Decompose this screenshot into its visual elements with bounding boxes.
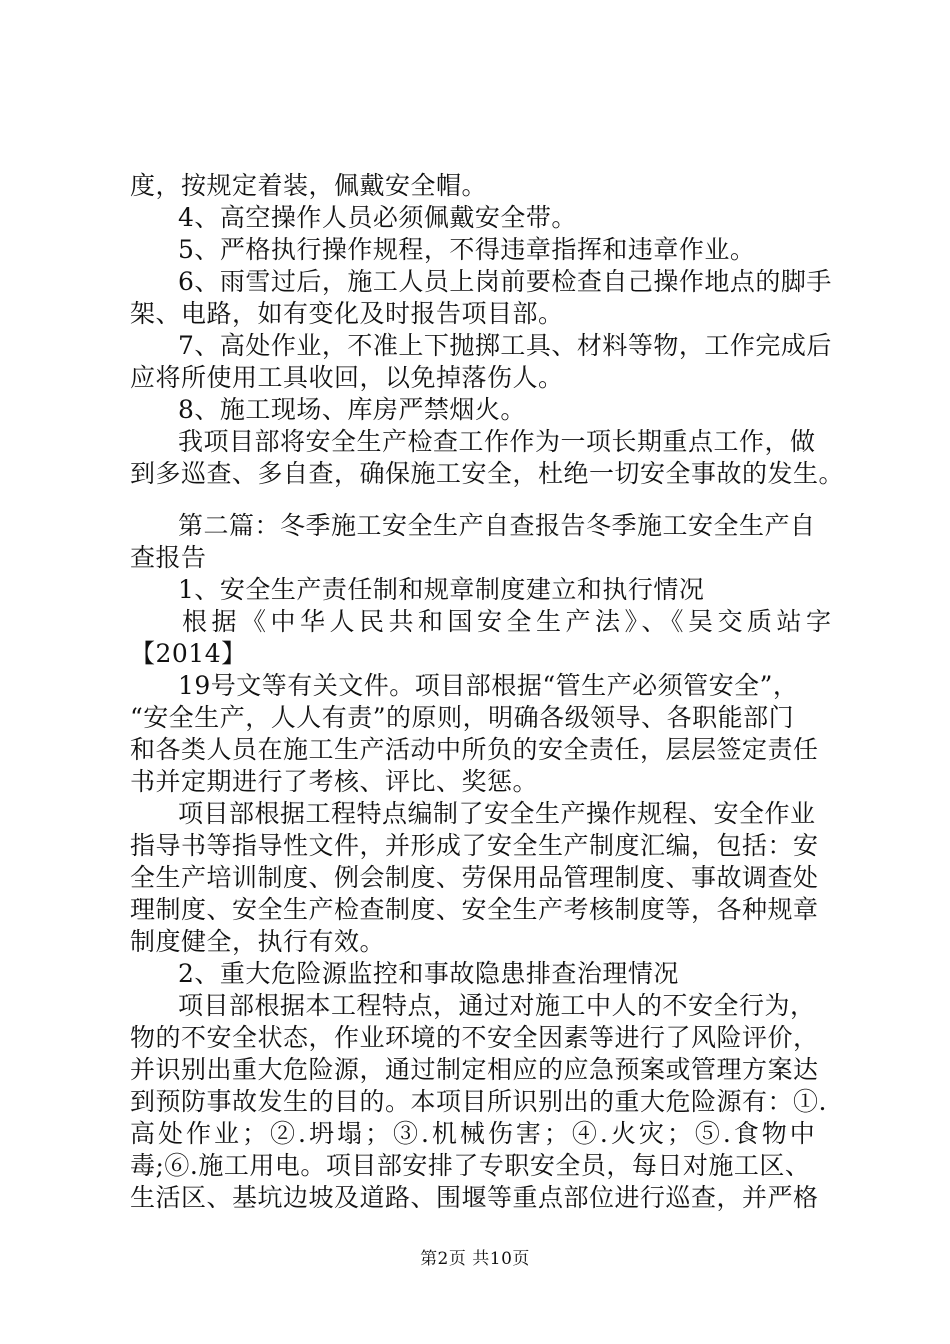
text-line: 1、安全生产责任制和规章制度建立和执行情况 [178, 575, 705, 604]
text-line: 和各类人员在施工生产活动中所负的安全责任，层层签定责任 [130, 735, 819, 764]
text-line: 4、高空操作人员必须佩戴安全带。 [178, 203, 577, 232]
text-line: 指导书等指导性文件，并形成了安全生产制度汇编，包括：安 [130, 831, 819, 860]
text-line: 我项目部将安全生产检查工作作为一项长期重点工作，做 [178, 427, 816, 456]
text-line: 全生产培训制度、例会制度、劳保用品管理制度、事故调查处 [130, 863, 819, 892]
text-line: 理制度、安全生产检查制度、安全生产考核制度等，各种规章 [130, 895, 819, 924]
page-number-footer: 第2页 共10页 [420, 1249, 530, 1269]
document-body [130, 170, 845, 1214]
section-heading: 查报告 [130, 543, 207, 572]
text-line: 应将所使用工具收回，以免掉落伤人。 [130, 363, 564, 392]
text-line: 项目部根据工程特点编制了安全生产操作规程、安全作业 [178, 799, 816, 828]
text-line: “安全生产，人人有责”的原则，明确各级领导、各职能部门 [130, 703, 795, 732]
text-line: 度，按规定着装，佩戴安全帽。 [130, 171, 488, 200]
text-line: 5、严格执行操作规程，不得违章指挥和违章作业。 [178, 235, 756, 264]
text-line: 毒;⑥.施工用电。项目部安排了专职安全员，每日对施工区、 [130, 1151, 811, 1180]
text-line: 制度健全，执行有效。 [130, 927, 386, 956]
text-line: 并识别出重大危险源，通过制定相应的应急预案或管理方案达 [130, 1055, 819, 1084]
text-line: 生活区、基坑边坡及道路、围堰等重点部位进行巡查，并严格 [130, 1183, 819, 1212]
text-line: 到多巡查、多自查，确保施工安全，杜绝一切安全事故的发生。 [130, 459, 845, 488]
text-line: 到预防事故发生的目的。本项目所识别出的重大危险源有：①. [130, 1087, 827, 1116]
text-line: 物的不安全状态，作业环境的不安全因素等进行了风险评价， [130, 1023, 819, 1052]
text-line: 【2014】 [130, 639, 247, 668]
section-heading: 第二篇：冬季施工安全生产自查报告冬季施工安全生产自 [178, 511, 816, 540]
text-line: 书并定期进行了考核、评比、奖惩。 [130, 767, 539, 796]
text-line: 架、电路，如有变化及时报告项目部。 [130, 299, 564, 328]
text-line: 项目部根据本工程特点，通过对施工中人的不安全行为， [178, 991, 816, 1020]
text-line: 8、施工现场、库房严禁烟火。 [178, 395, 526, 424]
text-line: 根据《中华人民共和国安全生产法》、《吴交质站字 [182, 607, 836, 636]
text-line: 2、重大危险源监控和事故隐患排查治理情况 [178, 959, 679, 988]
text-line: 6、雨雪过后，施工人员上岗前要检查自己操作地点的脚手 [178, 267, 832, 296]
text-line: 7、高处作业，不准上下抛掷工具、材料等物，工作完成后 [178, 331, 832, 360]
text-line: 高处作业；②.坍塌；③.机械伤害；④.火灾；⑤.食物中 [130, 1119, 818, 1148]
text-line: 19号文等有关文件。项目部根据“管生产必须管安全”， [178, 671, 799, 700]
